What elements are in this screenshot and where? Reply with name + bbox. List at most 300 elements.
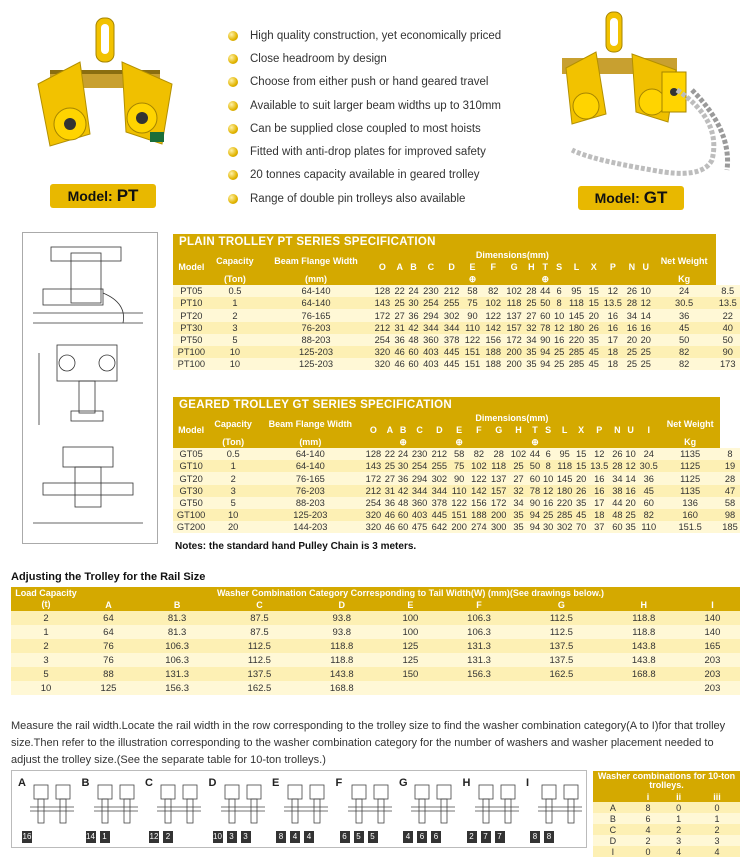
table-cell: 30.5 bbox=[637, 460, 660, 472]
table-cell: 125 bbox=[81, 681, 136, 695]
feature-item bbox=[228, 24, 548, 47]
table-cell: 140 bbox=[685, 611, 740, 625]
table-cell: 45 bbox=[637, 485, 660, 497]
capacity-unit: (Ton) bbox=[209, 436, 257, 448]
table-cell: 142 bbox=[483, 322, 504, 334]
bullet-icon bbox=[228, 77, 238, 87]
header-row bbox=[593, 771, 740, 791]
gt-trolley-image bbox=[552, 10, 742, 185]
table-cell: 36 bbox=[408, 310, 419, 321]
table-cell: 46 bbox=[394, 346, 405, 357]
table-cell: 64 bbox=[81, 611, 136, 625]
dim-symbol bbox=[552, 273, 566, 285]
table-cell: 144-203 bbox=[257, 521, 363, 533]
table-cell: 1125 bbox=[660, 472, 720, 484]
table-cell: GT100 bbox=[173, 509, 209, 521]
capacity-header: Capacity bbox=[209, 412, 257, 436]
table-cell: 200 bbox=[504, 346, 525, 358]
table-cell: 8 bbox=[542, 460, 555, 472]
table-cell: 64-140 bbox=[260, 285, 372, 297]
table-cell: 128 bbox=[372, 285, 393, 297]
table-cell: 180 bbox=[555, 485, 575, 497]
table-cell: 76-203 bbox=[257, 485, 363, 497]
table-row bbox=[593, 835, 740, 846]
washer-count: 16 bbox=[22, 832, 32, 841]
table-cell: 98 bbox=[720, 509, 740, 521]
table-cell: 254 bbox=[410, 460, 430, 472]
table-cell: 45 bbox=[653, 322, 716, 334]
table-cell: 10 bbox=[553, 310, 565, 321]
table-cell: 28 bbox=[526, 286, 537, 297]
table-cell: 220 bbox=[555, 497, 575, 509]
table-cell: 212 bbox=[429, 448, 449, 460]
washer-illustration bbox=[461, 775, 523, 845]
trolley-washer-icon bbox=[280, 779, 332, 831]
table-cell: 82 bbox=[653, 358, 716, 370]
table-cell: 254 bbox=[364, 497, 384, 509]
table-cell: 125-203 bbox=[260, 346, 372, 358]
table-cell: 82 bbox=[483, 285, 504, 297]
table-row bbox=[173, 485, 740, 497]
dim-col-header: H bbox=[524, 261, 538, 273]
table-cell: 30 bbox=[397, 461, 409, 472]
table-cell: 1 bbox=[11, 625, 81, 639]
bullet-icon bbox=[228, 124, 238, 134]
table-cell: 137.5 bbox=[520, 639, 602, 653]
table-cell: 118.8 bbox=[301, 653, 383, 667]
table-cell: 12 bbox=[542, 485, 554, 496]
table-cell: 50 bbox=[716, 334, 740, 346]
table-cell: 3 bbox=[663, 835, 694, 846]
table-cell: 12 bbox=[601, 285, 625, 297]
technical-drawings bbox=[22, 232, 158, 544]
table-row bbox=[11, 625, 740, 639]
table-cell: 28 bbox=[612, 461, 623, 472]
dim-col-header: N bbox=[611, 424, 624, 436]
table-cell: 106.3 bbox=[136, 639, 218, 653]
table-cell: 1135 bbox=[660, 448, 720, 460]
table-cell: GT10 bbox=[173, 460, 209, 472]
table-cell: 42 bbox=[397, 485, 409, 496]
table-cell: 203 bbox=[685, 667, 740, 681]
illustration-label: A bbox=[18, 777, 26, 789]
table-cell: 46 bbox=[394, 358, 405, 369]
table-cell: PT30 bbox=[173, 322, 210, 334]
table-row bbox=[593, 824, 740, 835]
table-cell: 46 bbox=[384, 521, 396, 532]
header-row bbox=[173, 273, 740, 285]
table-cell: 32 bbox=[509, 485, 529, 497]
table-cell: 17 bbox=[588, 497, 611, 509]
model-header: Model bbox=[173, 412, 209, 448]
table-row bbox=[11, 639, 740, 653]
dim-symbol bbox=[393, 273, 407, 285]
table-cell: 110 bbox=[449, 485, 469, 497]
washer-count: 3 bbox=[241, 831, 251, 843]
dim-col-header: H bbox=[509, 424, 529, 436]
table-cell: 0 bbox=[663, 802, 694, 813]
table-cell: 16 bbox=[588, 472, 611, 484]
table-row bbox=[173, 322, 740, 334]
table-cell: 30.5 bbox=[653, 297, 716, 309]
table-cell: 25 bbox=[394, 298, 405, 309]
table-cell: 30 bbox=[542, 521, 554, 532]
dim-col-header: C bbox=[420, 261, 441, 273]
table-row bbox=[11, 611, 740, 625]
header-row bbox=[173, 412, 740, 424]
dim-col-header: G bbox=[489, 424, 509, 436]
dim-col-header: S bbox=[542, 424, 555, 436]
washer-col-header: ii bbox=[663, 791, 694, 802]
dim-symbol bbox=[575, 436, 588, 448]
table-cell: 24 bbox=[408, 286, 419, 297]
washer-count: 6 bbox=[340, 831, 350, 843]
dim-col-header: E bbox=[449, 424, 469, 436]
table-cell: 44 bbox=[612, 497, 623, 508]
feature-text: 20 tonnes capacity available in geared trolley bbox=[250, 169, 480, 182]
table-cell: 344 bbox=[441, 322, 462, 334]
table-cell: 2 bbox=[663, 824, 694, 835]
table-cell: 3 bbox=[11, 653, 81, 667]
table-cell: 403 bbox=[410, 509, 430, 521]
table-cell: 157 bbox=[504, 322, 525, 334]
table-cell: 102 bbox=[469, 460, 489, 472]
table-cell: 16 bbox=[626, 322, 638, 333]
table-cell: 156 bbox=[483, 334, 504, 346]
table-cell: 125-203 bbox=[257, 509, 363, 521]
trolley-washer-icon bbox=[153, 779, 205, 831]
table-cell: 22 bbox=[716, 309, 740, 321]
table-cell: 360 bbox=[420, 334, 441, 346]
table-row bbox=[593, 846, 740, 857]
washer-illustration bbox=[207, 775, 269, 845]
dim-symbol bbox=[588, 436, 611, 448]
table-cell: 5 bbox=[11, 667, 81, 681]
feature-text: Can be supplied close coupled to most hoists bbox=[250, 122, 481, 135]
table-cell: 28 bbox=[626, 298, 638, 309]
table-cell: 24 bbox=[397, 449, 409, 460]
dim-symbol: ⊕ bbox=[397, 436, 410, 448]
net-weight-header: Net Weight bbox=[660, 412, 720, 436]
table-cell: 378 bbox=[429, 497, 449, 509]
table-cell: 274 bbox=[469, 521, 489, 533]
table-cell: 445 bbox=[441, 358, 462, 370]
gt-spec-table bbox=[173, 397, 740, 533]
washer-table bbox=[593, 771, 740, 857]
dim-col-header: D bbox=[441, 261, 462, 273]
table-cell: 150 bbox=[383, 667, 438, 681]
table-cell: 255 bbox=[441, 297, 462, 309]
table-cell: 131.3 bbox=[438, 639, 520, 653]
table-cell: 24 bbox=[653, 285, 716, 297]
washer-count: 7 bbox=[495, 831, 505, 843]
feature-item bbox=[228, 117, 548, 140]
feature-item bbox=[228, 71, 548, 94]
table-row bbox=[173, 521, 740, 533]
table-row bbox=[173, 472, 740, 484]
table-cell: 60 bbox=[408, 346, 419, 357]
table-cell: 344 bbox=[429, 485, 449, 497]
table-cell: 16 bbox=[588, 485, 611, 497]
table-cell: 344 bbox=[410, 485, 430, 497]
table-cell: 22 bbox=[394, 286, 405, 297]
table-cell: 302 bbox=[555, 521, 575, 533]
table-cell: 60 bbox=[397, 509, 409, 520]
table-cell: 172 bbox=[504, 334, 525, 346]
table-cell: 4 bbox=[633, 824, 664, 835]
table-row bbox=[173, 460, 740, 472]
table-cell: 10 bbox=[11, 681, 81, 695]
illustration-label: B bbox=[81, 777, 90, 789]
dim-col-header: O bbox=[364, 424, 384, 436]
illustration-label: F bbox=[335, 777, 343, 789]
table-cell: 40 bbox=[716, 322, 740, 334]
table-cell: 45 bbox=[575, 509, 587, 520]
table-row bbox=[173, 297, 740, 309]
table-cell bbox=[383, 681, 438, 695]
table-cell: 76 bbox=[81, 653, 136, 667]
table-cell: 42 bbox=[408, 322, 419, 333]
dim-symbol bbox=[639, 273, 653, 285]
table-cell: 88-203 bbox=[257, 497, 363, 509]
table-row bbox=[173, 448, 740, 460]
illustration-label: H bbox=[462, 777, 471, 789]
dim-symbol: ⊕ bbox=[449, 436, 469, 448]
table-cell: 70 bbox=[575, 521, 587, 532]
table-cell: 94 bbox=[540, 358, 551, 369]
table-cell: 50 bbox=[540, 298, 551, 309]
table-cell: 106.3 bbox=[438, 611, 520, 625]
table-cell: 212 bbox=[372, 322, 393, 334]
table-cell: 143.8 bbox=[301, 667, 383, 681]
model-tag-pt bbox=[50, 184, 156, 208]
table-cell: 37 bbox=[588, 521, 611, 533]
table-cell: 3 bbox=[210, 322, 260, 334]
table-cell: 125 bbox=[383, 653, 438, 667]
header-row bbox=[11, 599, 740, 611]
dim-col-header: X bbox=[575, 424, 588, 436]
table-cell: 76-165 bbox=[260, 309, 372, 321]
table-cell: 90 bbox=[529, 497, 541, 508]
washer-count: 6 bbox=[417, 831, 427, 843]
table-cell: 5 bbox=[210, 334, 260, 346]
table-cell: 1 bbox=[209, 460, 257, 472]
washer-table-title: Washer combinations for 10-ton trolleys. bbox=[593, 771, 740, 791]
dim-col-header: N bbox=[625, 261, 639, 273]
table-cell: 27 bbox=[384, 473, 396, 484]
table-cell: 294 bbox=[410, 472, 430, 484]
model-code: PT bbox=[116, 186, 139, 205]
dim-symbol: ⊕ bbox=[462, 273, 483, 285]
table-cell: 156 bbox=[469, 497, 489, 509]
table-cell: 403 bbox=[420, 358, 441, 370]
table-cell: 48 bbox=[612, 509, 623, 520]
table-cell: 35 bbox=[575, 497, 587, 508]
table-cell: GT50 bbox=[173, 497, 209, 509]
table-title-row bbox=[173, 234, 740, 249]
dim-symbol bbox=[364, 436, 384, 448]
washer-count: 4 bbox=[403, 831, 413, 843]
table-cell: 220 bbox=[566, 334, 587, 346]
table-cell: 10 bbox=[209, 509, 257, 521]
table-cell: 445 bbox=[441, 346, 462, 358]
table-cell: 156.3 bbox=[136, 681, 218, 695]
table-cell: 100 bbox=[383, 611, 438, 625]
table-cell: 302 bbox=[429, 472, 449, 484]
table-cell: 106.3 bbox=[136, 653, 218, 667]
trolley-washer-icon bbox=[90, 779, 142, 831]
table-cell: 180 bbox=[566, 322, 587, 334]
illustration-label: C bbox=[145, 777, 153, 789]
table-cell: 25 bbox=[526, 298, 537, 309]
table-cell: 20 bbox=[625, 497, 636, 508]
table-cell: 44 bbox=[529, 449, 541, 460]
model-code: GT bbox=[643, 188, 668, 207]
washer-count: 5 bbox=[354, 831, 364, 843]
table-cell: 64 bbox=[81, 625, 136, 639]
table-cell: 60 bbox=[408, 358, 419, 369]
dim-symbol: ⊕ bbox=[528, 436, 541, 448]
table-cell: 34 bbox=[612, 473, 623, 484]
table-cell: 25 bbox=[626, 358, 638, 369]
table-cell: PT20 bbox=[173, 309, 210, 321]
table-cell: 27 bbox=[526, 310, 537, 321]
model-prefix: Model: bbox=[594, 190, 640, 206]
feature-item bbox=[228, 94, 548, 117]
table-cell: 78 bbox=[529, 485, 541, 496]
washer-illustrations bbox=[11, 770, 587, 848]
table-cell: 1125 bbox=[660, 460, 720, 472]
feature-list bbox=[228, 24, 548, 210]
table-cell: 4 bbox=[694, 846, 740, 857]
washer-count: 1 bbox=[100, 831, 110, 843]
table-cell: 35 bbox=[509, 521, 529, 533]
dim-col-header: C bbox=[410, 424, 430, 436]
washer-count: 8 bbox=[276, 831, 286, 843]
table-cell: 185 bbox=[720, 521, 740, 533]
bullet-icon bbox=[228, 54, 238, 64]
feature-text: High quality construction, yet economically priced bbox=[250, 29, 502, 42]
table-cell: 2 bbox=[694, 824, 740, 835]
table-cell: 82 bbox=[653, 346, 716, 358]
beam-unit: (mm) bbox=[257, 436, 363, 448]
table-cell: 12 bbox=[588, 448, 611, 460]
table-cell: 128 bbox=[364, 448, 384, 460]
table-cell: 118.8 bbox=[603, 611, 685, 625]
net-weight-header: Net Weight bbox=[653, 249, 716, 273]
table-cell: 35 bbox=[526, 346, 537, 357]
table-cell: 151 bbox=[449, 509, 469, 521]
table-cell: 172 bbox=[364, 472, 384, 484]
table-cell: 188 bbox=[469, 509, 489, 521]
table-cell: 403 bbox=[420, 346, 441, 358]
table-cell: 254 bbox=[372, 334, 393, 346]
dim-col-header: P bbox=[588, 424, 611, 436]
dim-col-header: X bbox=[587, 261, 601, 273]
table-cell: 26 bbox=[588, 322, 599, 333]
table-cell: 122 bbox=[462, 334, 483, 346]
table-cell: 145 bbox=[566, 309, 587, 321]
trolley-washer-icon bbox=[217, 779, 269, 831]
table-cell: 168.8 bbox=[603, 667, 685, 681]
table-cell: 200 bbox=[504, 358, 525, 370]
table-cell: 94 bbox=[529, 521, 541, 532]
dim-symbol bbox=[383, 436, 396, 448]
header-row bbox=[593, 791, 740, 802]
dim-col-header: L bbox=[555, 424, 575, 436]
table-cell: 8 bbox=[720, 448, 740, 460]
dim-col-header: I bbox=[637, 424, 660, 436]
washer-illustration bbox=[16, 775, 78, 845]
table-cell: 27 bbox=[509, 472, 529, 484]
header-row bbox=[173, 436, 740, 448]
table-cell: 30 bbox=[408, 298, 419, 309]
washer-count: 5 bbox=[368, 831, 378, 843]
washer-illustration bbox=[524, 775, 586, 845]
table-cell: 16 bbox=[625, 485, 636, 496]
table-row bbox=[11, 681, 740, 695]
table-cell: 320 bbox=[364, 509, 384, 521]
table-cell: 60 bbox=[540, 310, 551, 321]
table-cell: 18 bbox=[601, 346, 625, 358]
dim-col-header: U bbox=[639, 261, 653, 273]
table-cell: 87.5 bbox=[218, 625, 300, 639]
table-cell: 60 bbox=[529, 473, 541, 484]
table-cell: 165 bbox=[685, 639, 740, 653]
net-weight-unit: Kg bbox=[660, 436, 720, 448]
table-cell: 50 bbox=[653, 334, 716, 346]
washer-count: 2 bbox=[163, 831, 173, 843]
table-cell: GT200 bbox=[173, 521, 209, 533]
table-cell: 300 bbox=[489, 521, 509, 533]
blank-header bbox=[593, 791, 633, 802]
bullet-icon bbox=[228, 31, 238, 41]
instructions-paragraph: Measure the rail width.Locate the rail width in the row corresponding to the trolley size to find the washer combination category(A to I)for that trolley size.Then refer to the illustration corresponding to the washer combination category for the number of washers and washer placement needed to adjust the trolley size.(See the separate table for 10-ton trolleys.) bbox=[11, 720, 726, 766]
table-cell: 94 bbox=[540, 346, 551, 357]
table-cell: 36 bbox=[653, 309, 716, 321]
table-cell: 0 bbox=[694, 802, 740, 813]
table-cell: 35 bbox=[526, 358, 537, 369]
beam-header: Beam Flange Width bbox=[260, 249, 372, 273]
table-cell: 143 bbox=[372, 297, 393, 309]
table-cell: 1 bbox=[210, 297, 260, 309]
net-weight-unit: Kg bbox=[653, 273, 716, 285]
dim-symbol bbox=[624, 436, 637, 448]
table-cell: 136 bbox=[660, 497, 720, 509]
washer-illustration bbox=[270, 775, 332, 845]
illustration-label: E bbox=[272, 777, 280, 789]
table-cell: 188 bbox=[483, 358, 504, 370]
table-cell: 344 bbox=[420, 322, 441, 334]
table-cell: 137 bbox=[504, 309, 525, 321]
table-row bbox=[173, 509, 740, 521]
table-cell: 445 bbox=[429, 509, 449, 521]
table-cell: 5 bbox=[209, 497, 257, 509]
dim-symbol bbox=[489, 436, 509, 448]
table-cell: 75 bbox=[462, 297, 483, 309]
table-cell: 100 bbox=[383, 625, 438, 639]
dim-symbol bbox=[372, 273, 393, 285]
table-cell: 122 bbox=[449, 497, 469, 509]
table-cell: 25 bbox=[626, 346, 638, 357]
table-cell: 125 bbox=[383, 639, 438, 653]
bullet-icon bbox=[228, 170, 238, 180]
dim-symbol bbox=[637, 436, 660, 448]
dim-symbol bbox=[483, 273, 504, 285]
table-cell: 25 bbox=[553, 358, 565, 369]
dim-col-header: G bbox=[504, 261, 525, 273]
table-cell: 64-140 bbox=[260, 297, 372, 309]
